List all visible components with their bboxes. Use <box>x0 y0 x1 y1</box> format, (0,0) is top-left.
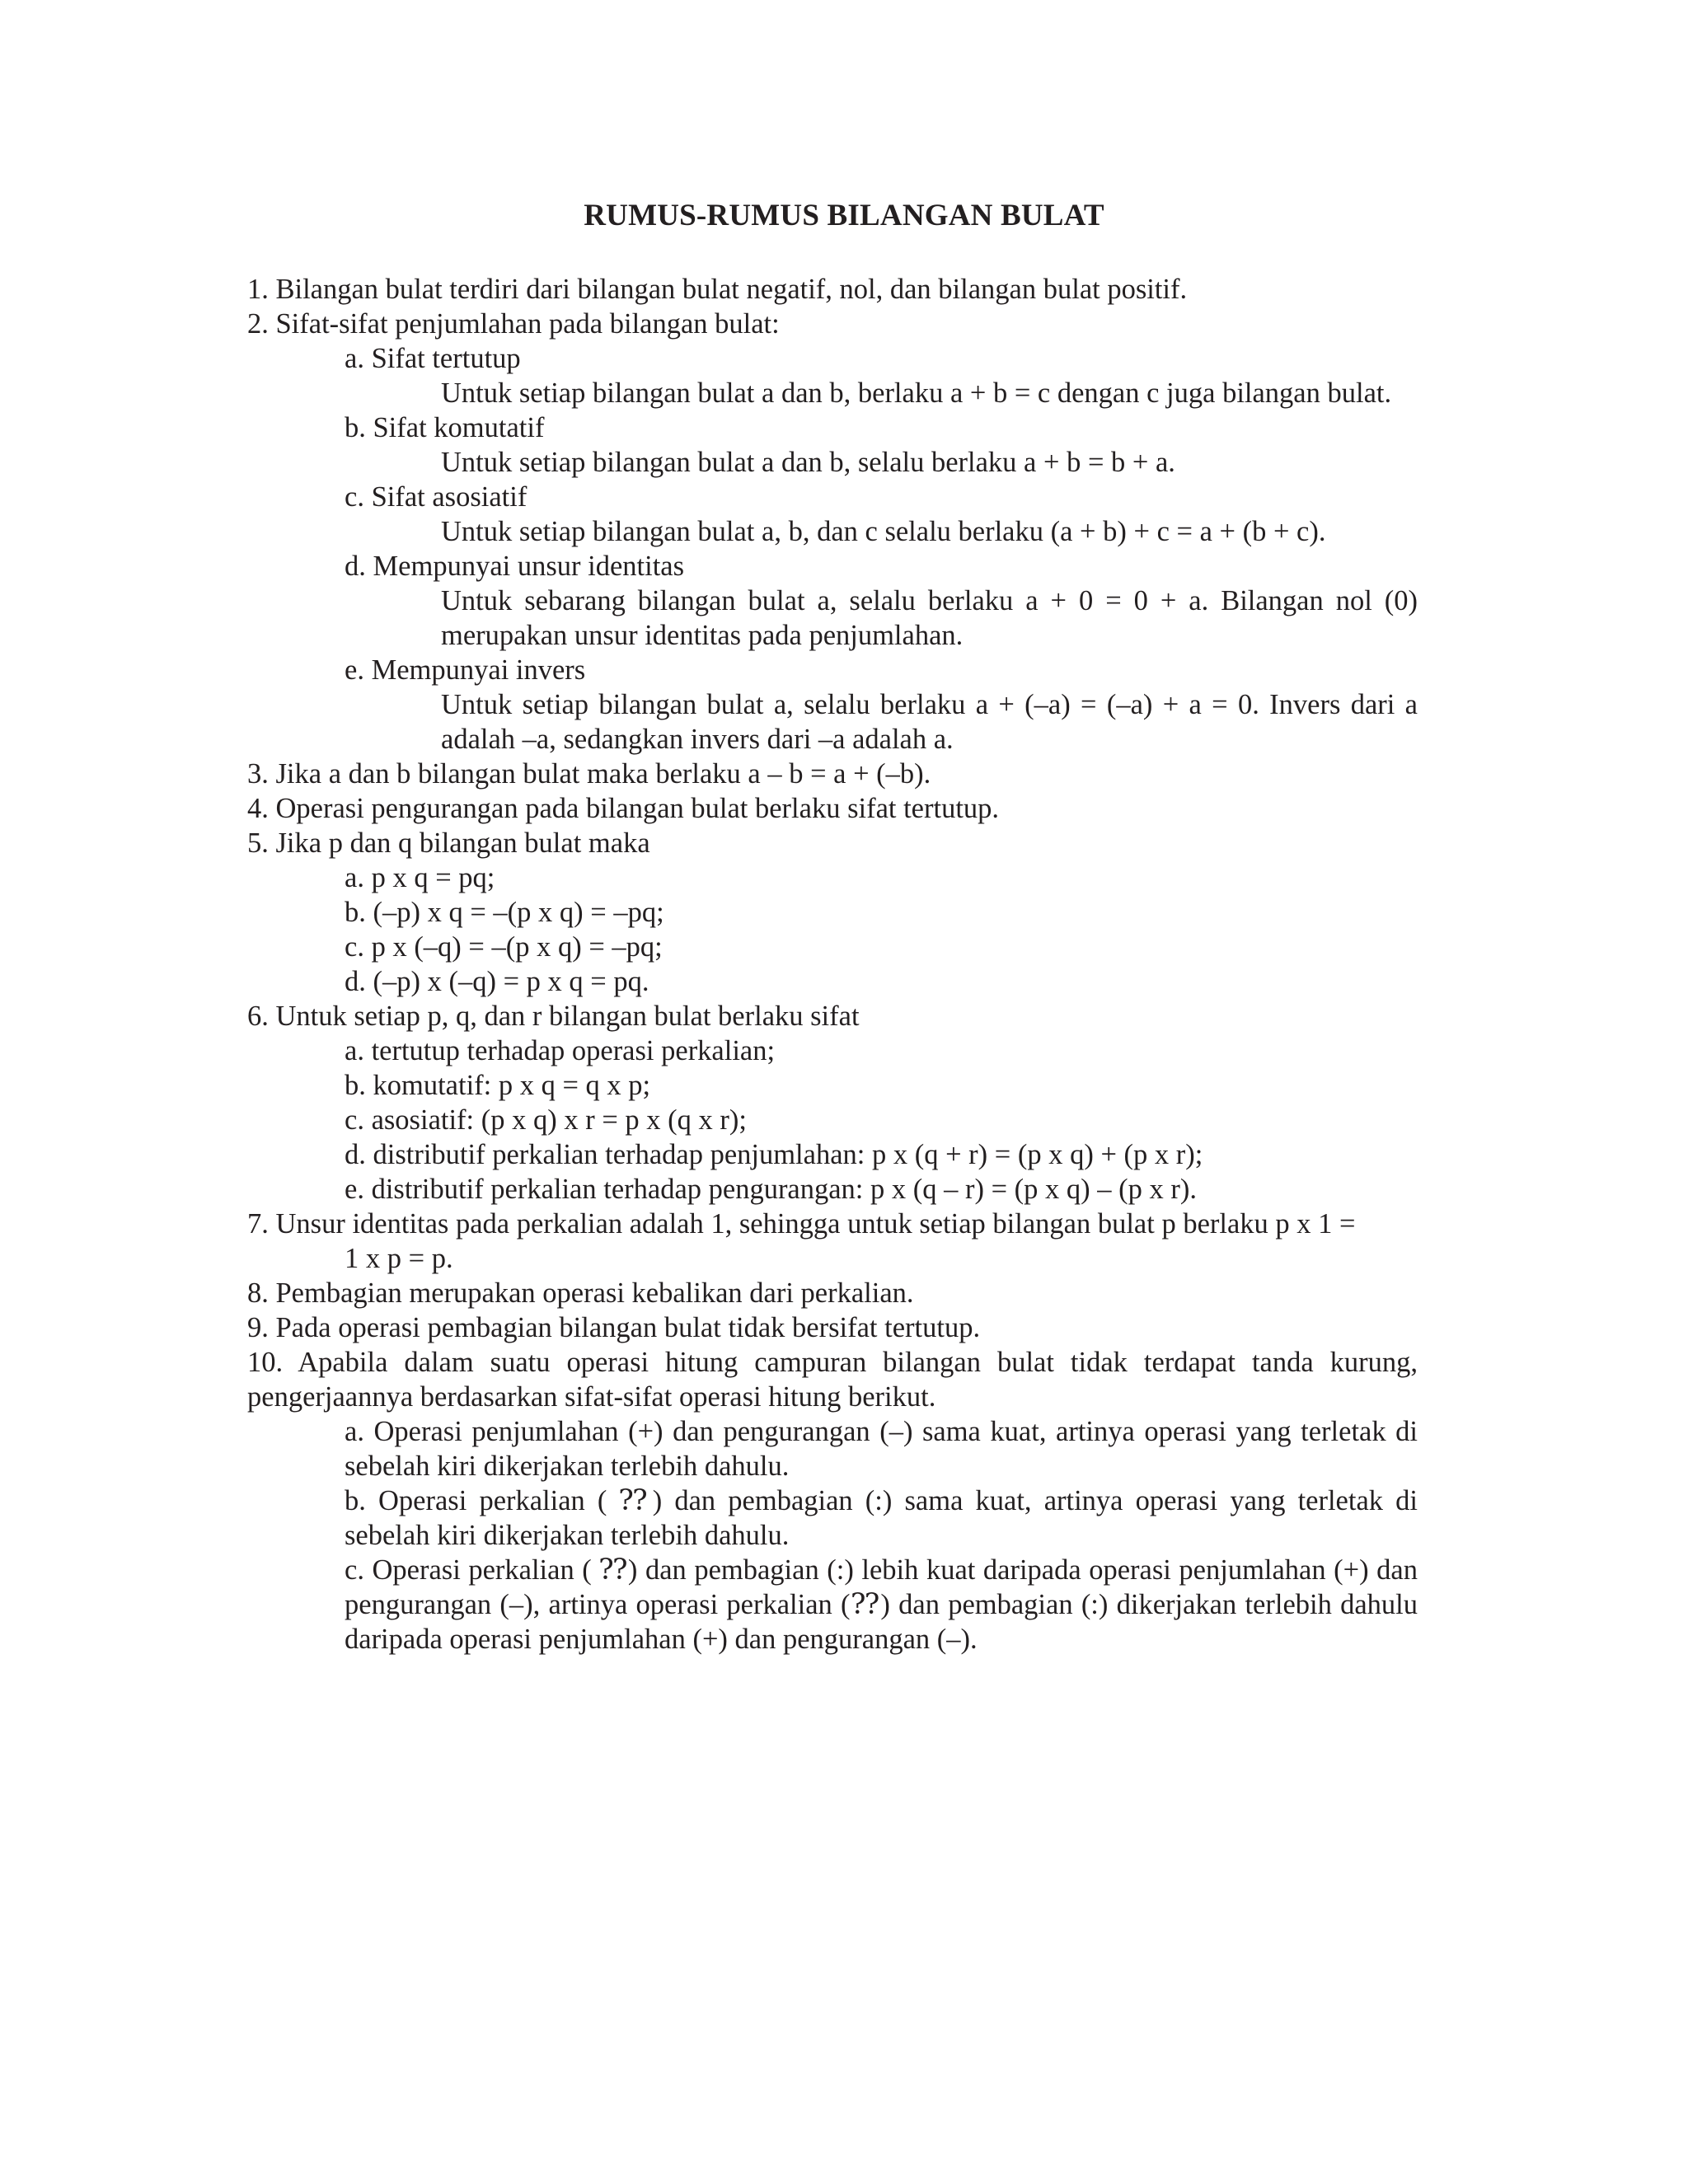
item-6c: c. asosiatif: (p x q) x r = p x (q x r); <box>345 1104 747 1136</box>
item-2a-text: Untuk setiap bilangan bulat a dan b, berlaku a + b = c dengan c juga bilangan bulat. <box>441 377 1392 409</box>
item-2e-text: Untuk setiap bilangan bulat a, selalu berlaku a + (–a) = (–a) + a = 0. Invers dari a adalah –a, sedangkan invers dari –a adalah a. <box>441 689 1418 755</box>
item-4: 4. Operasi pengurangan pada bilangan bulat berlaku sifat tertutup. <box>247 793 1000 824</box>
item-10c: c. Operasi perkalian ( ⁇) dan pembagian (:) lebih kuat daripada operasi penjumlahan (+) dan pengurangan (–), artinya operasi perkalian (⁇) dan pembagian (:) dikerjakan terlebih dahulu daripada operasi penjumlahan (+) dan pengurangan (–). <box>345 1554 1418 1655</box>
item-7-continuation: 1 x p = p. <box>345 1243 453 1274</box>
item-6e: e. distributif perkalian terhadap pengurangan: p x (q – r) = (p x q) – (p x r). <box>345 1174 1198 1205</box>
item-2a-heading: a. Sifat tertutup <box>345 343 521 374</box>
item-2c-heading: c. Sifat asosiatif <box>345 481 528 513</box>
item-2b-heading: b. Sifat komutatif <box>345 412 545 443</box>
item-5b: b. (–p) x q = –(p x q) = –pq; <box>345 897 664 928</box>
item-5c: c. p x (–q) = –(p x q) = –pq; <box>345 931 663 963</box>
item-3: 3. Jika a dan b bilangan bulat maka berlaku a – b = a + (–b). <box>247 758 931 790</box>
item-2d-heading: d. Mempunyai unsur identitas <box>345 551 685 582</box>
item-2b-text: Untuk setiap bilangan bulat a dan b, selalu berlaku a + b = b + a. <box>441 447 1175 478</box>
page-title: RUMUS-RUMUS BILANGAN BULAT <box>584 199 1104 232</box>
item-2d-text: Untuk sebarang bilangan bulat a, selalu berlaku a + 0 = 0 + a. Bilangan nol (0) merupakan unsur identitas pada penjumlahan. <box>441 585 1418 651</box>
item-9: 9. Pada operasi pembagian bilangan bulat tidak bersifat tertutup. <box>247 1312 981 1343</box>
item-6d: d. distributif perkalian terhadap penjumlahan: p x (q + r) = (p x q) + (p x r); <box>345 1139 1203 1170</box>
item-7: 7. Unsur identitas pada perkalian adalah 1, sehingga untuk setiap bilangan bulat p berlaku p x 1 = <box>247 1208 1356 1240</box>
item-1: 1. Bilangan bulat terdiri dari bilangan bulat negatif, nol, dan bilangan bulat positif. <box>247 274 1188 305</box>
item-8: 8. Pembagian merupakan operasi kebalikan dari perkalian. <box>247 1277 914 1309</box>
item-6a: a. tertutup terhadap operasi perkalian; <box>345 1035 776 1066</box>
item-2: 2. Sifat-sifat penjumlahan pada bilangan bulat: <box>247 308 780 340</box>
item-6b: b. komutatif: p x q = q x p; <box>345 1070 651 1101</box>
item-10a: a. Operasi penjumlahan (+) dan pengurangan (–) sama kuat, artinya operasi yang terletak di sebelah kiri dikerjakan terlebih dahulu. <box>345 1416 1418 1482</box>
item-2e-heading: e. Mempunyai invers <box>345 654 586 686</box>
item-2c-text: Untuk setiap bilangan bulat a, b, dan c selalu berlaku (a + b) + c = a + (b + c). <box>441 516 1326 547</box>
item-5a: a. p x q = pq; <box>345 862 495 893</box>
item-6: 6. Untuk setiap p, q, dan r bilangan bulat berlaku sifat <box>247 1001 860 1032</box>
item-5: 5. Jika p dan q bilangan bulat maka <box>247 827 650 859</box>
item-5d: d. (–p) x (–q) = p x q = pq. <box>345 966 649 997</box>
item-10: 10. Apabila dalam suatu operasi hitung campuran bilangan bulat tidak terdapat tanda kurung, pengerjaannya berdasarkan sifat-sifat operasi hitung berikut. <box>247 1347 1418 1413</box>
item-10b: b. Operasi perkalian ( ⁇) dan pembagian (:) sama kuat, artinya operasi yang terletak di sebelah kiri dikerjakan terlebih dahulu. <box>345 1485 1418 1551</box>
document-body <box>247 272 1418 1657</box>
